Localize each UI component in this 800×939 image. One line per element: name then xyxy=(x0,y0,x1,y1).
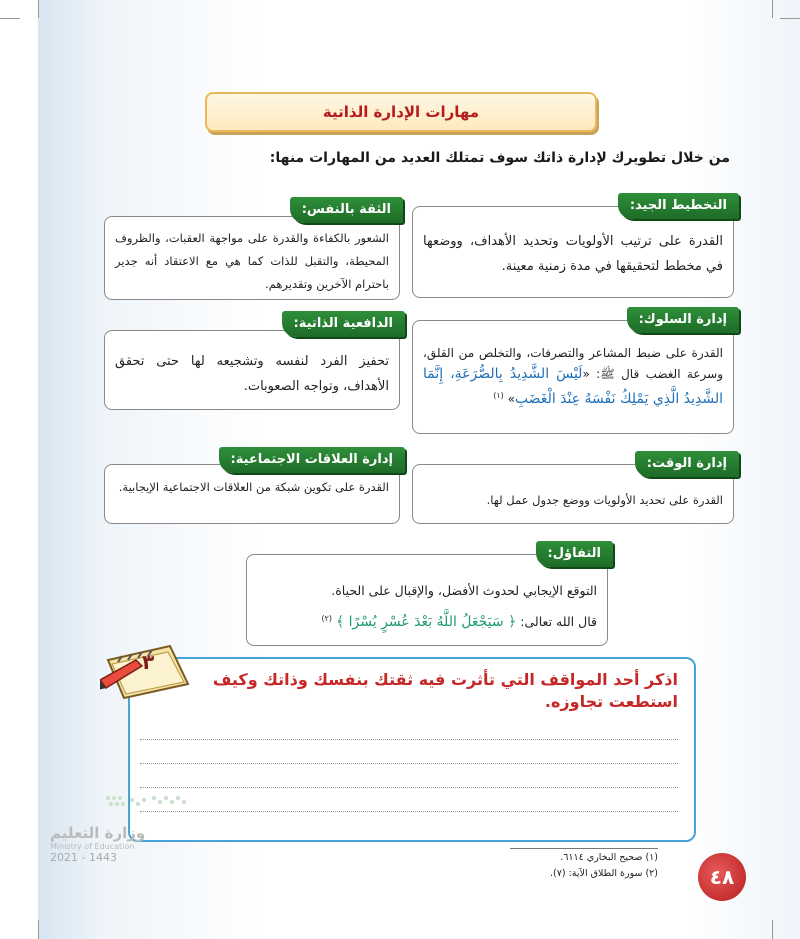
answer-line[interactable] xyxy=(140,811,678,812)
answer-line[interactable] xyxy=(140,787,678,788)
crop-mark xyxy=(772,0,773,18)
card-confidence xyxy=(104,202,400,300)
crop-mark xyxy=(38,920,39,939)
page-number: ٤٨ xyxy=(698,853,746,901)
card-relations xyxy=(104,452,400,524)
behavior-text: القدرة على ضبط المشاعر والتصرفات، والتخلص من القلق، وسرعة الغضب قال ﷺ: « xyxy=(423,346,723,381)
verse-prefix: قال الله تعالى: xyxy=(520,614,597,630)
footnote-ref-1: (١) xyxy=(493,391,504,400)
card-optimism xyxy=(246,546,608,646)
ministry-watermark xyxy=(50,824,145,864)
crop-mark xyxy=(780,18,800,19)
crop-mark xyxy=(38,0,39,18)
footnote-2: (٢) سورة الطلاق الآية: (٧). xyxy=(550,868,658,879)
footnotes xyxy=(550,850,658,882)
card-header-behavior: إدارة السلوك: xyxy=(627,307,739,333)
card-header-planning: التخطيط الجيد: xyxy=(618,193,739,219)
activity-number: ٣ xyxy=(142,650,155,674)
card-planning xyxy=(412,198,734,298)
ministry-english: Ministry of Education xyxy=(50,842,135,851)
crop-mark xyxy=(772,920,773,939)
intro-text: من خلال تطويرك لإدارة ذاتك سوف تمتلك العديد من المهارات منها: xyxy=(269,150,730,166)
card-text-motivation: تحفيز الفرد لنفسه وتشجيعه لها حتى تحقق الأهداف، وتواجه الصعوبات. xyxy=(115,354,389,394)
footnote-rule xyxy=(510,848,658,849)
card-motivation xyxy=(104,316,400,410)
activity-question: اذكر أحد المواقف التي تأثرت فيه ثقتك بنفسك وذاتك وكيف استطعت تجاوزه. xyxy=(212,670,678,711)
ministry-arabic: وزارة التعليم xyxy=(50,824,146,842)
card-text-relations: القدرة على تكوين شبكة من العلاقات الاجتماعية الإيجابية. xyxy=(118,480,389,494)
card-text-confidence: الشعور بالكفاءة والقدرة على مواجهة العقبات، والظروف المحيطة، والتقبل للذات كما هي مع الاعتقاد أنه جدير باحترام الآخرين وتقديرهم. xyxy=(115,231,389,291)
verse-line xyxy=(257,605,597,636)
activity-box xyxy=(128,657,696,842)
card-behavior xyxy=(412,312,734,434)
section-title: مهارات الإدارة الذاتية xyxy=(205,92,597,132)
ministry-logo-icon xyxy=(98,790,188,814)
footnote-1: (١) صحيح البخاري ٦١١٤. xyxy=(560,852,658,863)
card-header-optimism: التفاؤل: xyxy=(536,541,613,567)
card-time xyxy=(412,456,734,524)
card-header-motivation: الدافعية الذاتية: xyxy=(282,311,405,337)
crop-mark xyxy=(0,18,20,19)
card-header-time: إدارة الوقت: xyxy=(635,451,739,477)
quran-verse: ﴿ سَيَجْعَلُ اللَّهُ بَعْدَ عُسْرٍ يُسْرًا ﴾ xyxy=(335,614,517,631)
quote-close: » xyxy=(507,392,515,406)
card-header-confidence: الثقة بالنفس: xyxy=(290,197,403,223)
card-text-planning: القدرة على ترتيب الأولويات وتحديد الأهداف، ووضعها في مخطط لتحقيقها في مدة زمنية معينة. xyxy=(423,234,723,274)
footnote-ref-2: (٢) xyxy=(321,614,332,623)
card-text-time: القدرة على تحديد الأولويات ووضع جدول عمل لها. xyxy=(486,493,723,507)
card-header-relations: إدارة العلاقات الاجتماعية: xyxy=(219,447,405,473)
hadith-quote: لَيْسَ الشَّدِيدُ بِالصُّرَعَةِ، إِنَّمَا الشَّدِيدُ الَّذِي يَمْلِكُ نَفْسَهُ عِنْدَ الْغَضَبِ xyxy=(423,366,723,407)
card-text-optimism: التوقع الإيجابي لحدوث الأفضل، والإقبال على الحياة. xyxy=(331,583,597,598)
card-text-behavior xyxy=(423,343,723,410)
answer-line[interactable] xyxy=(140,763,678,764)
ministry-year: 2021 - 1443 xyxy=(50,851,117,864)
answer-line[interactable] xyxy=(140,739,678,740)
